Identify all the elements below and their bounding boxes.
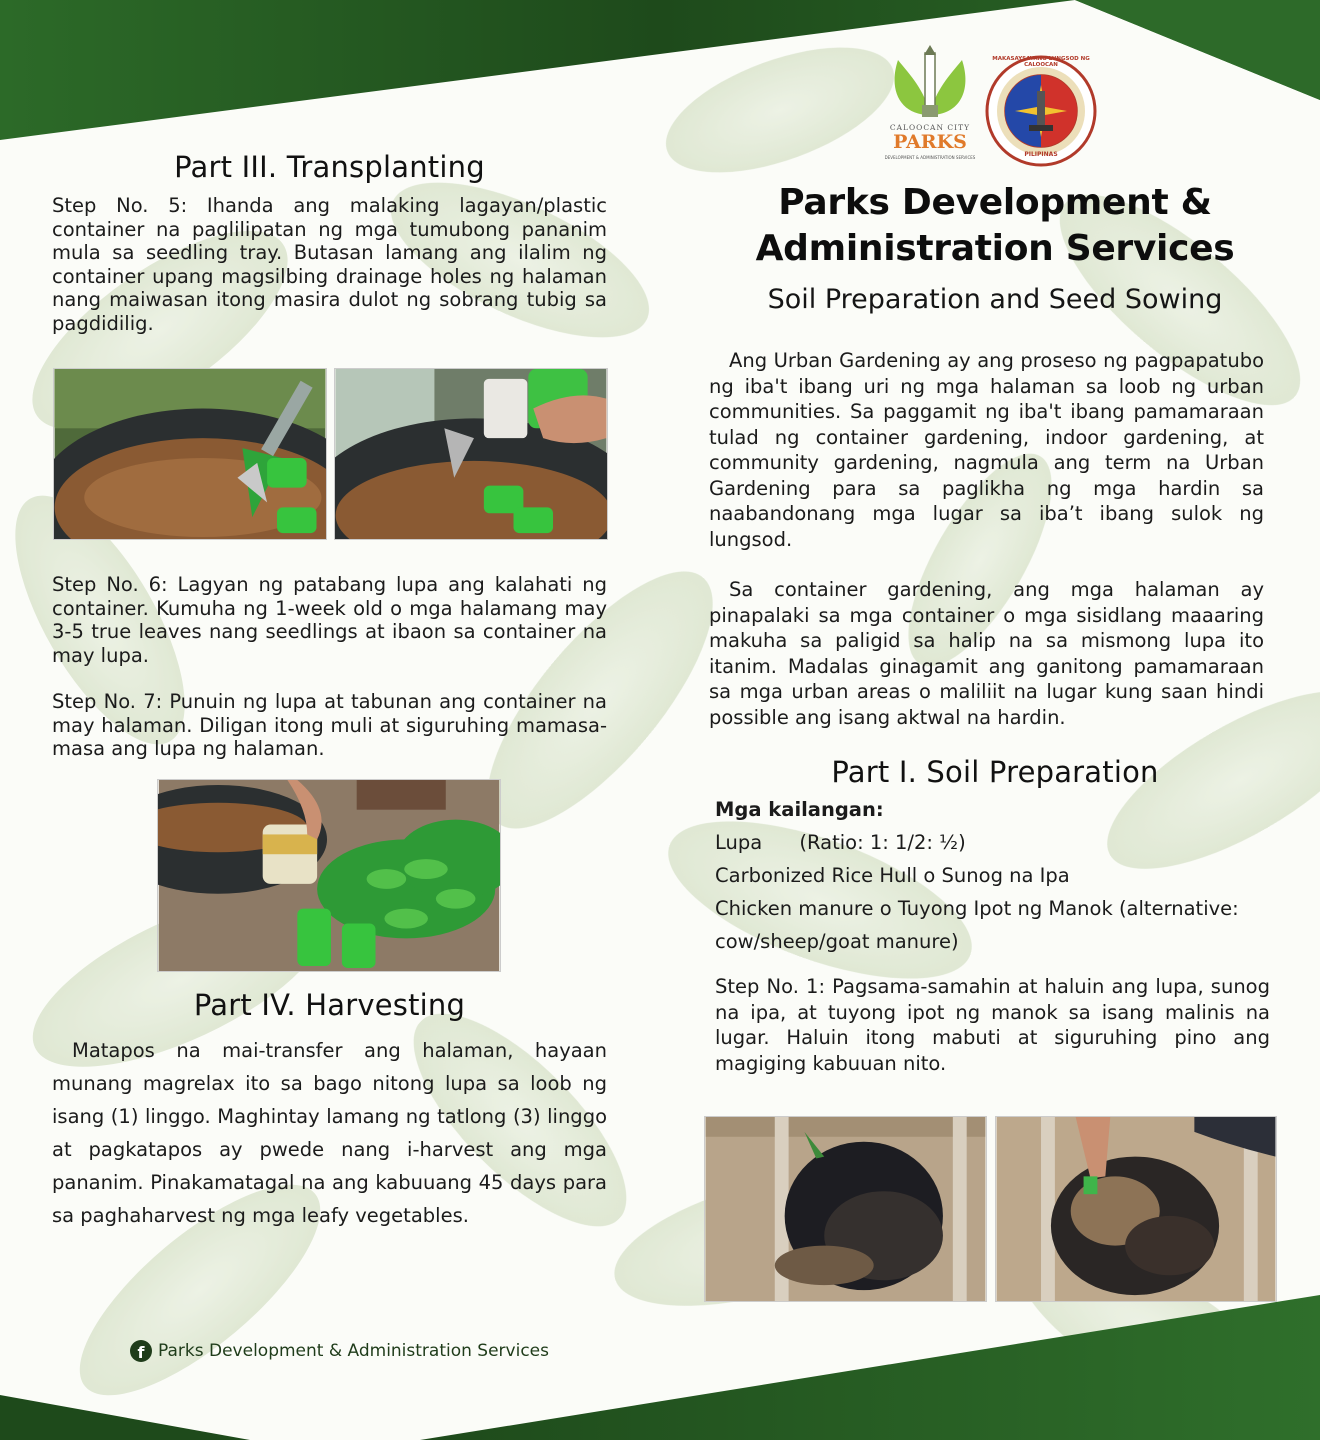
part1-section (715, 755, 1275, 1076)
step1-photo-right (995, 1116, 1277, 1302)
step5-photo-left (53, 368, 327, 540)
need-item-rice-hull: Carbonized Rice Hull o Sunog na Ipa (715, 864, 1070, 887)
step7-text: Step No. 7: Punuin ng lupa at tabunan ang container na may halaman. Diligan itong muli at siguruhing mamasa-masa ang lupa ng halaman. (52, 690, 607, 760)
part3-title: Part III. Transplanting (174, 150, 485, 184)
part4-title: Part IV. Harvesting (193, 988, 466, 1022)
part3-section (52, 150, 607, 335)
step1-photo-left (704, 1116, 987, 1302)
need-item-soil: Lupa (Ratio: 1: 1/2: ½) (715, 831, 966, 854)
step7-photo (157, 779, 501, 972)
main-title-line1: Parks Development & (778, 182, 1212, 223)
city-seal (985, 55, 1097, 167)
seal-bottom: PILIPINAS (1024, 151, 1058, 158)
footer-text: Parks Development & Administration Services (158, 1341, 549, 1361)
parks-logo (880, 45, 980, 170)
parks-logo-city: CALOOCAN CITY (889, 123, 971, 132)
part4-section (52, 988, 607, 1232)
intro-section (709, 348, 1264, 730)
seal-text: MAKASAYSAYANG LUNGSOD NG CALOOCAN (992, 56, 1090, 68)
step5-text: Step No. 5: Ihanda ang malaking lagayan/plastic container na paglilipatan ng mga tumubong pananim mula sa seedling tray. Butasan lamang ang ilalim ng container upang magsilbing drainage holes ng halaman nang maiwasan itong masira dulot ng sobrang tubig sa pagdidilig. (52, 194, 607, 335)
parks-logo-sub: DEVELOPMENT & ADMINISTRATION SERVICES (884, 155, 976, 160)
main-header (700, 180, 1290, 315)
intro-para2: Sa container gardening, ang mga halaman ay pinapalaki sa mga container o mga sisidlang maaaring makuha sa paligid sa halip na sa mismong lupa ito itanim. Madalas ginagamit ang ganitong pamamaraan sa mga urban areas o maliliit na lugar kung saan hindi possible ang isang aktwal na hardin. (709, 578, 1264, 729)
step1-text: Step No. 1: Pagsama-samahin at haluin ang lupa, sunog na ipa, at tuyong ipot ng manok sa isang malinis na lugar. Haluin itong mabuti at siguruhing pino ang magiging kabuuan nito. (715, 975, 1270, 1075)
part1-title: Part I. Soil Preparation (831, 755, 1159, 789)
step6-section (52, 573, 607, 667)
subtitle: Soil Preparation and Seed Sowing (767, 284, 1223, 315)
step5-photo-right (334, 368, 608, 540)
main-title-line2: Administration Services (755, 228, 1235, 269)
harvest-text: Matapos na mai-transfer ang halaman, hayaan munang magrelax ito sa bago nitong lupa sa loob ng isang (1) linggo. Maghintay lamang ng tatlong (3) linggo at pagkatapos ay pwede nang i-harvest ang mga pananim. Pinakamatagal na ang kabuuang 45 days para sa paghaharvest ng mga leafy vegetables. (52, 1039, 607, 1227)
footer-facebook[interactable] (130, 1340, 549, 1362)
step7-section (52, 690, 607, 761)
step6-text: Step No. 6: Lagyan ng patabang lupa ang kalahati ng container. Kumuha ng 1-week old o mga halamang may 3-5 true leaves nang seedlings at ibaon sa container na may lupa. (52, 573, 607, 667)
intro-para1: Ang Urban Gardening ay ang proseso ng pagpapatubo ng iba't ibang uri ng mga halaman sa loob ng urban communities. Sa paggamit ng iba't ibang pamamaraan tulad ng container gardening, indoor gardening, at community gardening, nagmula ang term na Urban Gardening para sa paglikha ng mga hardin sa naabandonang mga lugar sa iba’t ibang sulok ng lungsod. (709, 349, 1264, 551)
parks-logo-word: PARKS (893, 131, 967, 153)
needs-label: Mga kailangan: (715, 798, 884, 821)
need-item-manure: Chicken manure o Tuyong Ipot ng Manok (alternative: cow/sheep/goat manure) (715, 897, 1239, 953)
facebook-icon: f (130, 1340, 152, 1362)
